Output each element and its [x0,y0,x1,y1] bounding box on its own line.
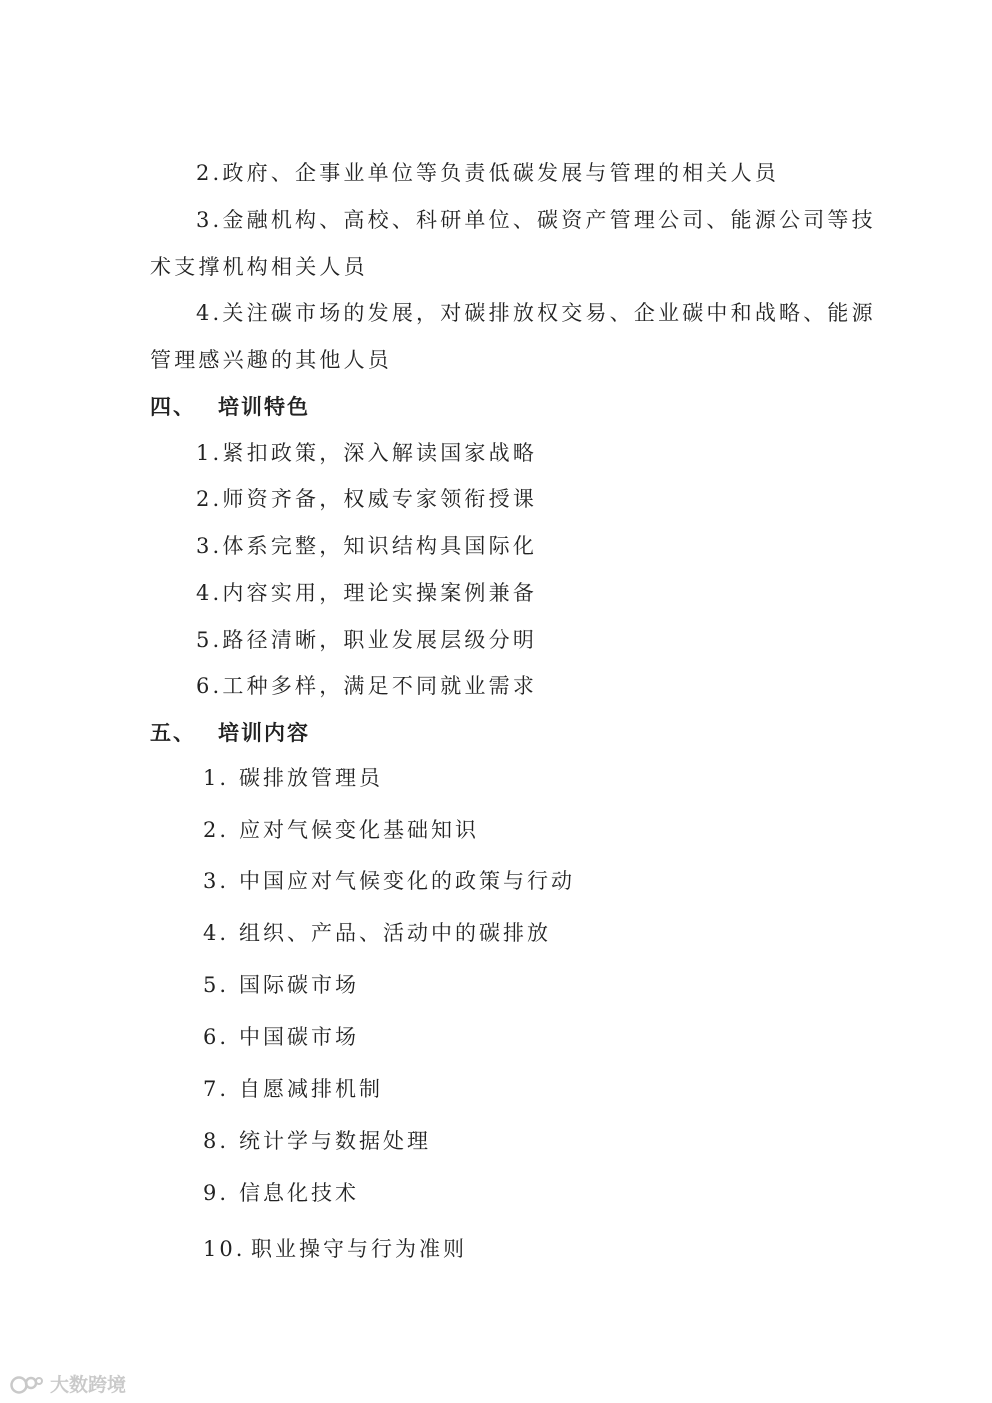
section-4-number: 四、 [150,395,196,419]
content-item [203,764,383,792]
watermark-text: 大数跨境 [50,1374,127,1396]
section-4-title: 培训特色 [218,395,310,419]
content-item [203,1179,359,1207]
content-item-index: 2. [203,818,230,842]
feature-item: 5.路径清晰，职业发展层级分明 [196,628,538,652]
content-item-text: 碳排放管理员 [239,766,383,790]
section-5-number: 五、 [150,721,196,745]
content-item-index: 5. [203,973,230,997]
content-item-text: 职业操守与行为准则 [251,1237,467,1261]
content-item-text: 自愿减排机制 [239,1077,383,1101]
feature-item: 2.师资齐备，权威专家领衔授课 [196,487,538,511]
audience-item-3-line2: 术支撑机构相关人员 [150,255,368,279]
content-item-index: 3. [203,869,230,893]
content-item-index: 8. [203,1129,230,1153]
feature-item: 4.内容实用，理论实操案例兼备 [196,581,538,605]
watermark-logo-icon [10,1373,44,1395]
content-item [203,867,575,895]
content-item [203,816,479,844]
content-item [203,1075,383,1103]
feature-item: 3.体系完整，知识结构具国际化 [196,534,538,558]
content-item-text: 应对气候变化基础知识 [239,818,479,842]
content-item-text: 中国碳市场 [239,1025,359,1049]
content-item [203,1235,467,1263]
audience-item-4-line2: 管理感兴趣的其他人员 [150,348,392,372]
content-item [203,1023,359,1051]
section-4-heading [150,393,310,421]
content-item [203,971,359,999]
section-5-heading [150,719,310,747]
content-item-text: 统计学与数据处理 [239,1129,431,1153]
content-item-index: 6. [203,1025,230,1049]
watermark [10,1370,126,1397]
section-5-title: 培训内容 [218,721,310,745]
content-item-index: 1. [203,766,230,790]
feature-item: 6.工种多样，满足不同就业需求 [196,674,538,698]
content-item-index: 9. [203,1181,230,1205]
content-item [203,1127,431,1155]
audience-item-3-line1: 3.金融机构、高校、科研单位、碳资产管理公司、能源公司等技 [196,208,876,232]
content-item-index: 10. [203,1237,246,1261]
content-item-text: 组织、产品、活动中的碳排放 [239,921,551,945]
content-item-index: 4. [203,921,230,945]
content-item [203,919,551,947]
audience-item-2: 2.政府、企事业单位等负责低碳发展与管理的相关人员 [196,161,780,185]
feature-item: 1.紧扣政策，深入解读国家战略 [196,441,538,465]
content-item-text: 国际碳市场 [239,973,359,997]
content-item-text: 中国应对气候变化的政策与行动 [239,869,575,893]
audience-item-4-line1: 4.关注碳市场的发展，对碳排放权交易、企业碳中和战略、能源 [196,301,876,325]
content-item-text: 信息化技术 [239,1181,359,1205]
content-item-index: 7. [203,1077,230,1101]
